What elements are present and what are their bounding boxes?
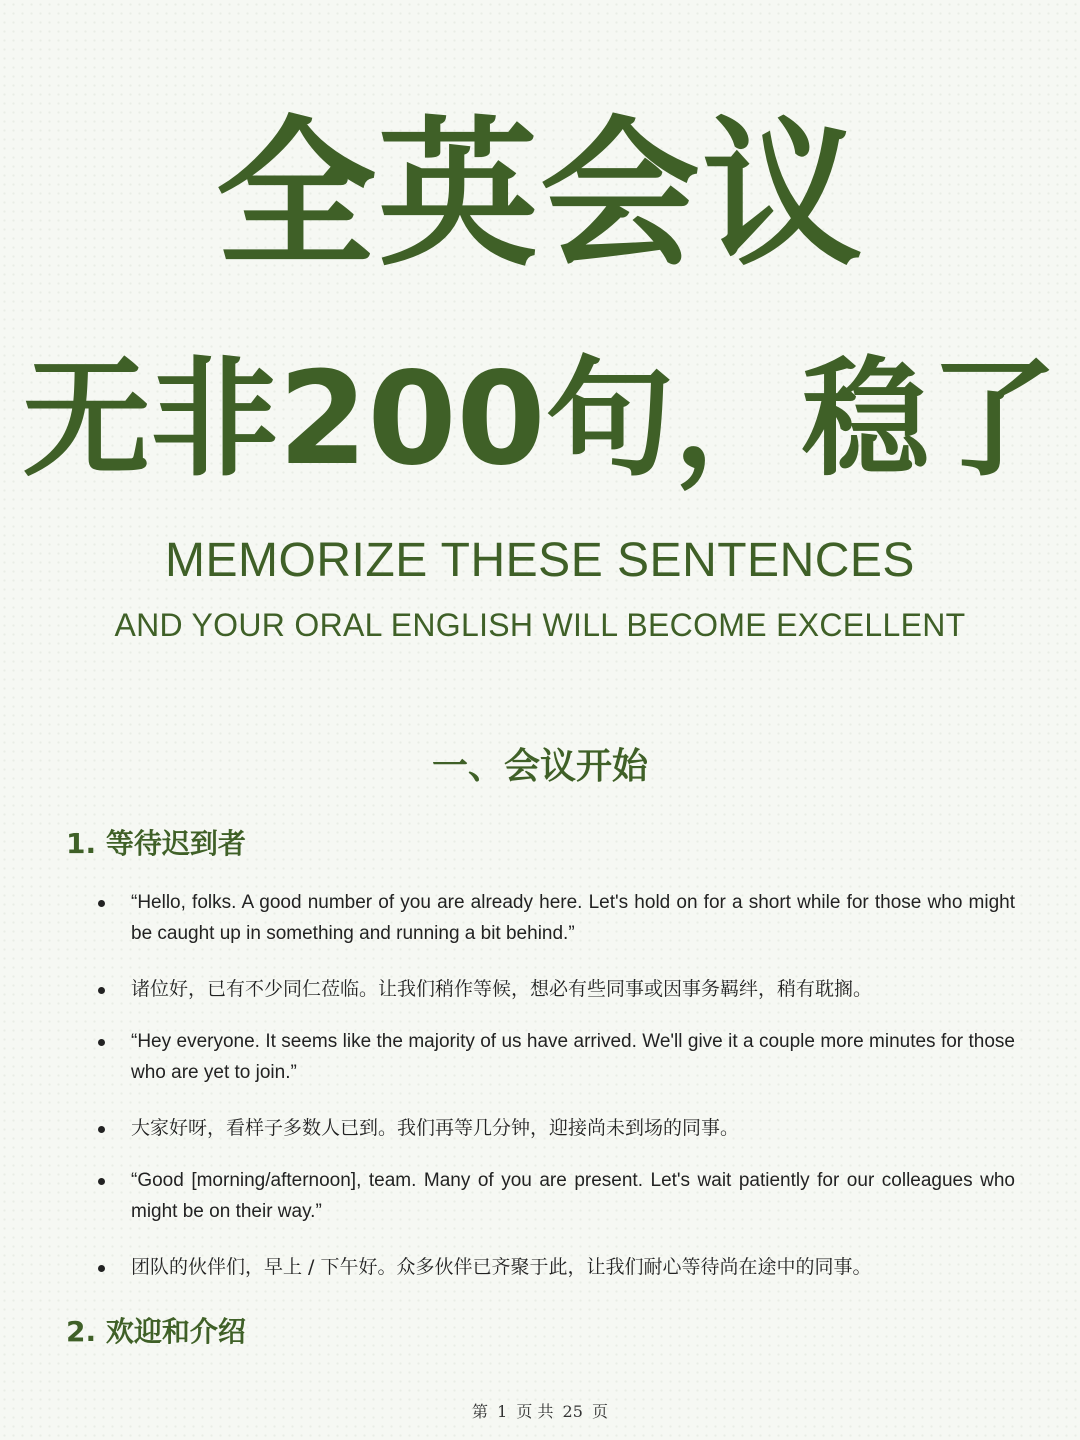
bullet-dot-icon	[98, 1178, 105, 1185]
footer-middle: 页 共	[516, 1402, 554, 1421]
subtitle-line-1: MEMORIZE THESE SENTENCES	[165, 534, 915, 587]
subsection-heading-2: 2. 欢迎和介绍	[66, 1315, 246, 1348]
bullet-dot-icon	[98, 1265, 105, 1272]
list-item	[131, 974, 1015, 1005]
bullet-dot-icon	[98, 1126, 105, 1133]
subtitle-line-2: AND YOUR ORAL ENGLISH WILL BECOME EXCELLENT	[114, 607, 966, 643]
bullet-dot-icon	[98, 900, 105, 907]
section-heading: 一、会议开始	[431, 746, 648, 787]
list-item	[131, 1252, 1015, 1283]
list-item-text: “Good [morning/afternoon], team. Many of you are present. Let's wait patiently for our colleagues who might be on their way.”	[131, 1170, 1015, 1222]
list-item-text: 大家好呀，看样子多数人已到。我们再等几分钟，迎接尚未到场的同事。	[131, 1117, 740, 1139]
footer-current-page: 1	[497, 1402, 508, 1421]
title-line-1: 全英会议	[215, 101, 864, 288]
subsection-heading-1: 1. 等待迟到者	[66, 827, 246, 860]
footer-total-pages: 25	[562, 1402, 583, 1421]
list-item	[131, 1026, 1015, 1088]
bullet-dot-icon	[98, 1039, 105, 1046]
list-item	[131, 887, 1015, 949]
list-item	[131, 1165, 1015, 1227]
title-line-2: 无非200句，稳了	[22, 345, 1058, 494]
list-item	[131, 1113, 1015, 1144]
page-footer	[0, 1401, 1080, 1423]
list-item-text: 诸位好，已有不少同仁莅临。让我们稍作等候，想必有些同事或因事务羁绊，稍有耽搁。	[131, 978, 873, 1000]
list-item-text: 团队的伙伴们，早上 / 下午好。众多伙伴已齐聚于此，让我们耐心等待尚在途中的同事。	[131, 1256, 872, 1278]
list-item-text: “Hey everyone. It seems like the majority of us have arrived. We'll give it a couple more minutes for those who are yet to join.”	[131, 1031, 1015, 1083]
list-item-text: “Hello, folks. A good number of you are already here. Let's hold on for a short while for those who might be caught up in something and running a bit behind.”	[131, 892, 1015, 944]
bullet-dot-icon	[98, 987, 105, 994]
footer-suffix: 页	[592, 1402, 609, 1421]
footer-prefix: 第	[471, 1402, 488, 1421]
